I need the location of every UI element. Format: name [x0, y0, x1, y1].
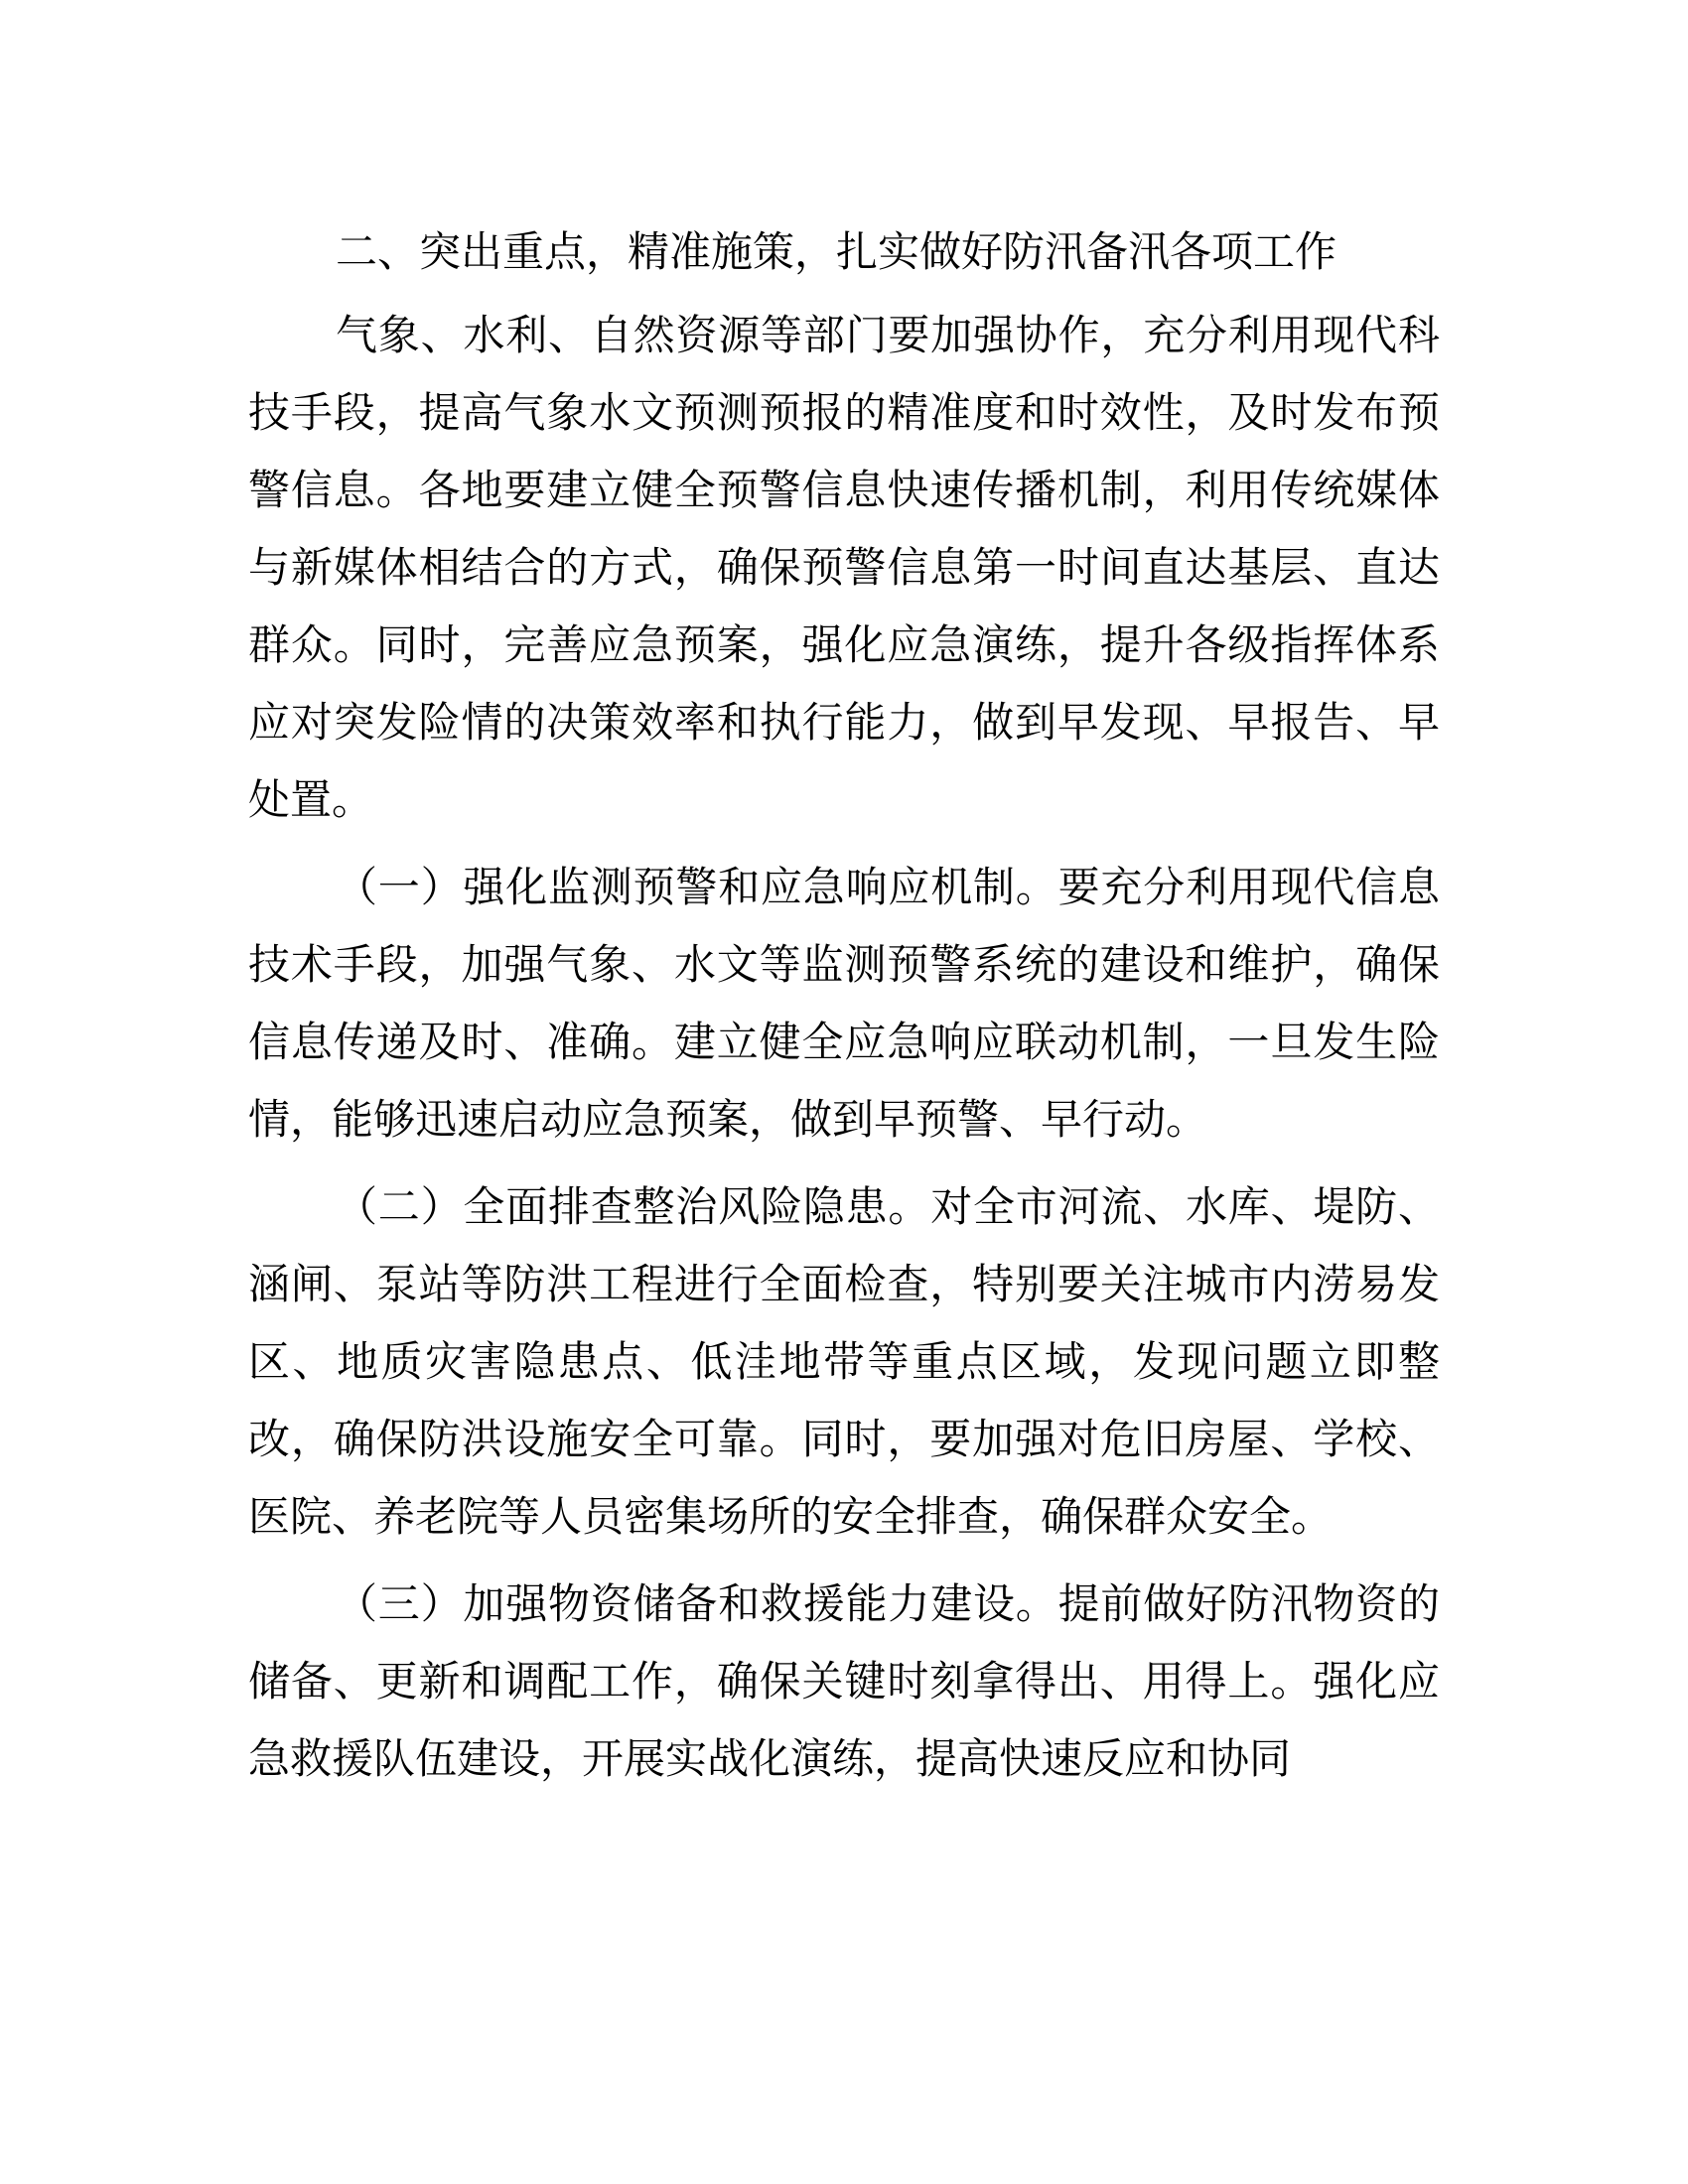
paragraph-intro: 气象、水利、自然资源等部门要加强协作，充分利用现代科技手段，提高气象水文预测预报的精准度和时效性，及时发布预警信息。各地要建立健全预警信息快速传播机制，利用传统媒体与新媒体相结合的方式，确保预警信息第一时间直达基层、直达群众。同时，完善应急预案，强化应急演练，提升各级指挥体系应对突发险情的决策效率和执行能力，做到早发现、早报告、早处置。	[248, 311, 1440, 824]
paragraph-item-2: （二）全面排查整治风险隐患。对全市河流、水库、堤防、涵闸、泵站等防洪工程进行全面检查，特别要关注城市内涝易发区、地质灾害隐患点、低洼地带等重点区域，发现问题立即整改，确保防洪设施安全可靠。同时，要加强对危旧房屋、学校、医院、养老院等人员密集场所的安全排查，确保群众安全。	[248, 1182, 1440, 1541]
paragraph-item-1: （一）强化监测预警和应急响应机制。要充分利用现代信息技术手段，加强气象、水文等监测预警系统的建设和维护，确保信息传递及时、准确。建立健全应急响应联动机制，一旦发生险情，能够迅速启动应急预案，做到早预警、早行动。	[248, 863, 1440, 1144]
paragraph-item-3: （三）加强物资储备和救援能力建设。提前做好防汛物资的储备、更新和调配工作，确保关键时刻拿得出、用得上。强化应急救援队伍建设，开展实战化演练，提高快速反应和协同	[248, 1579, 1440, 1783]
section-heading: 二、突出重点，精准施策，扎实做好防汛备汛各项工作	[336, 227, 1337, 276]
document-page	[248, 213, 1440, 1798]
